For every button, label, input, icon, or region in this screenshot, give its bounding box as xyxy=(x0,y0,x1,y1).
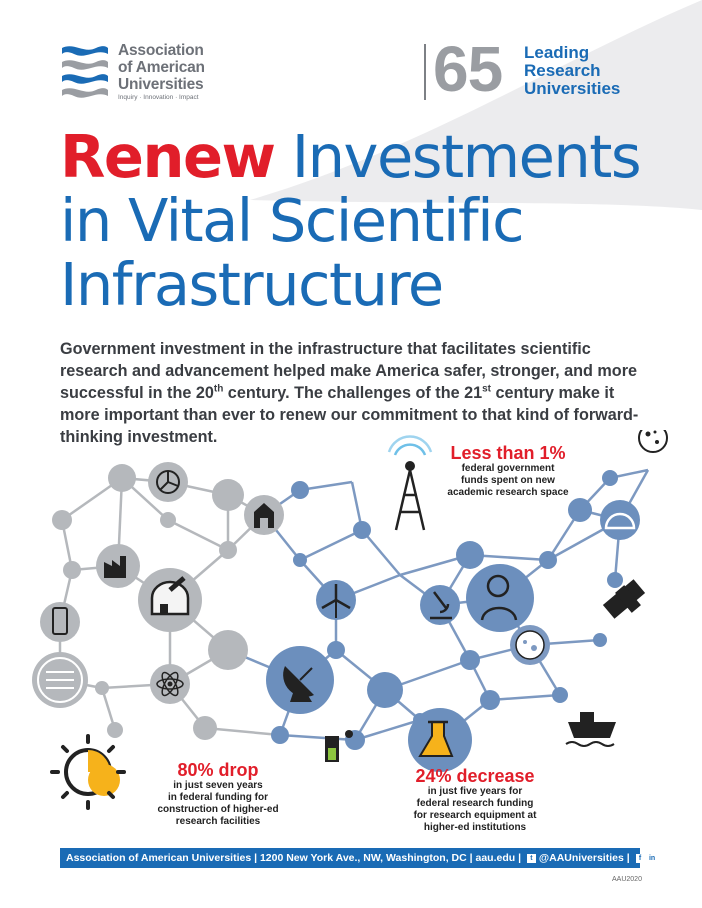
radio-tower-icon xyxy=(389,437,431,530)
fan-icon xyxy=(148,462,188,502)
intro-sup: th xyxy=(213,383,224,395)
stat-headline: 24% decrease xyxy=(415,766,535,786)
stat-headline: Less than 1% xyxy=(450,443,566,463)
footer-bar: Association of American Universities | 1200 New York Ave., NW, Washington, DC | aau.edu | t @AAUniversities | f in xyxy=(60,848,640,868)
org-name xyxy=(118,42,228,93)
org-name-line: Universities xyxy=(118,76,204,93)
intro-text: century. The challenges of the 21 xyxy=(223,384,483,402)
sun-icon xyxy=(52,736,124,808)
linkedin-icon[interactable]: in xyxy=(648,854,656,862)
stat-construction-funding xyxy=(133,760,303,828)
welder-icon xyxy=(466,564,534,632)
stat-detail: for research equipment at xyxy=(413,810,537,821)
phone-icon xyxy=(40,602,80,642)
petri-dish-icon xyxy=(510,625,550,665)
footer-twitter-link[interactable]: @AAUniversities xyxy=(538,852,624,864)
org-name-line: Association xyxy=(118,42,204,59)
member-label-line: Universities xyxy=(524,79,621,98)
page-title xyxy=(60,122,700,319)
stat-detail: funds spent on new xyxy=(461,475,555,486)
stat-detail: in federal funding for xyxy=(168,792,268,803)
twitter-icon[interactable]: t xyxy=(527,854,536,863)
facebook-icon[interactable]: f xyxy=(636,854,645,863)
title-line3: Infrastructure xyxy=(60,250,443,319)
microscope-icon xyxy=(420,585,460,625)
title-emphasis: Renew xyxy=(60,122,275,191)
stat-research-space xyxy=(433,443,583,499)
stat-detail: federal research funding xyxy=(416,798,534,809)
circuit-icon xyxy=(32,652,88,708)
org-name-line: of American xyxy=(118,59,205,76)
stat-detail: academic research space xyxy=(447,487,569,498)
aau-logo-mark-icon xyxy=(60,42,108,104)
stat-detail: in just five years for xyxy=(427,786,523,797)
stat-detail: higher-ed institutions xyxy=(423,822,527,833)
title-line1: Investments xyxy=(291,122,641,191)
wind-turbine-icon xyxy=(316,580,356,620)
lab-flask-icon xyxy=(408,708,472,772)
document-id: AAU2020 xyxy=(612,876,642,883)
stat-headline: 80% drop xyxy=(177,760,259,780)
stat-detail: in just seven years xyxy=(173,780,263,791)
org-tagline: Inquiry · Innovation · Impact xyxy=(118,94,199,101)
observatory-icon xyxy=(138,568,202,632)
intro-text: century make it more important than ever to renew our commitment to that kind of forward-thinking investment. xyxy=(60,384,639,446)
stat-detail: research facilities xyxy=(175,816,261,827)
protractor-icon xyxy=(600,500,640,540)
footer-address: 1200 New York Ave., NW, Washington, DC xyxy=(259,852,467,864)
footer-org: Association of American Universities xyxy=(66,852,252,864)
member-label-line: Research xyxy=(524,61,601,80)
infrastructure-network-illustration xyxy=(0,430,702,845)
title-line2: in Vital Scientific xyxy=(60,186,524,255)
footer-web-link[interactable]: aau.edu xyxy=(475,852,516,864)
stat-equipment-funding xyxy=(390,766,560,834)
aau-logo xyxy=(60,42,220,104)
stat-detail: federal government xyxy=(461,463,555,474)
member-label xyxy=(524,44,620,98)
ship-icon xyxy=(566,712,616,746)
badge-divider xyxy=(424,44,426,100)
barn-icon xyxy=(244,495,284,535)
intro-sup: st xyxy=(482,383,491,395)
stat-detail: construction of higher-ed xyxy=(157,804,279,815)
atom-icon xyxy=(150,664,190,704)
member-count: 65 xyxy=(433,33,503,105)
member-label-line: Leading xyxy=(524,43,590,62)
satellite-dish-icon xyxy=(266,646,334,714)
intro-text: Government investment in the infrastructure that facilitates scientific research and advancement helped make America safer, stronger, and more successful in the 20 xyxy=(60,340,638,402)
moon-icon xyxy=(639,430,667,452)
